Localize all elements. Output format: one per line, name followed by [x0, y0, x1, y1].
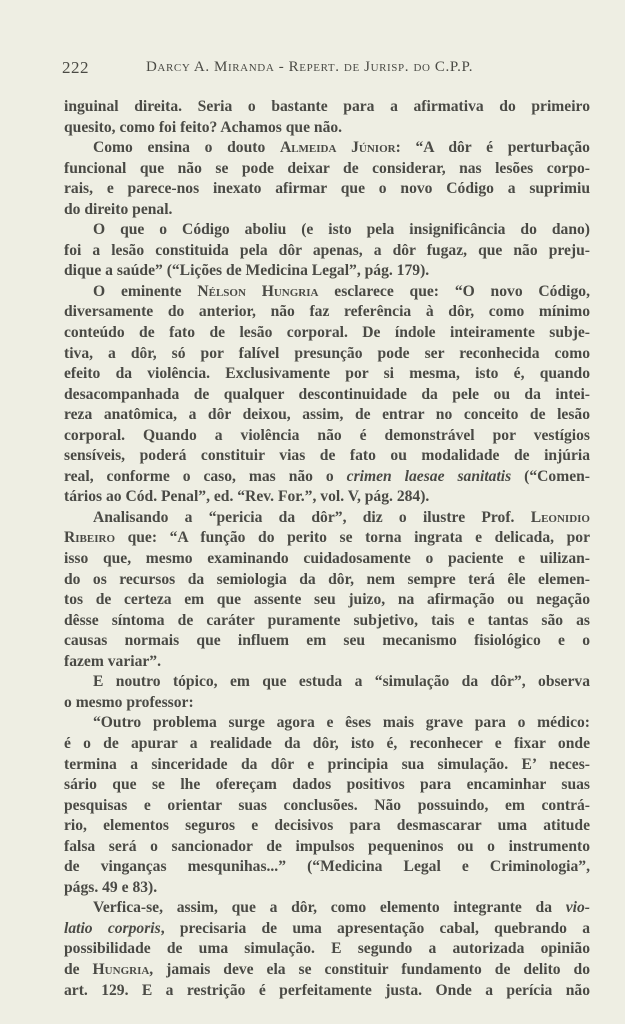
text-line [64, 302, 590, 323]
text-run: rio, elementos seguros e decisivos para desmascarar uma atitude [64, 817, 590, 835]
body-text [64, 97, 590, 1001]
text-run: funcional que não se pode deixar de considerar, nas lesões corpo- [64, 159, 590, 177]
text-run: real, conforme o caso, mas não o [64, 467, 347, 485]
text-line [64, 775, 590, 796]
text-line [64, 713, 590, 734]
text-line [64, 981, 590, 1002]
text-line [64, 570, 590, 591]
text-run: falsa será o sancionador de impulsos pequeninos ou o instrumento [64, 837, 590, 855]
text-run: O eminente [93, 282, 198, 300]
text-run: art. 129. E a restrição é perfeitamente justa. Onde a perícia não [64, 981, 590, 999]
text-run: E noutro tópico, em que estuda a “simulação da dôr”, observa [93, 673, 590, 691]
text-line [64, 159, 590, 180]
text-line [64, 878, 590, 899]
text-run: dique a saúde” (“Lições de Medicina Legal”, pág. 179). [64, 262, 430, 280]
text-run: “Outro problema surge agora e êses mais grave para o médico: [93, 714, 590, 732]
running-title: Darcy A. Miranda - Repert. de Jurisp. do C.P.P. [146, 59, 474, 75]
text-run: foi a lesão constituida pela dôr apenas, a dôr fugaz, que não preju- [64, 241, 590, 259]
text-run: desacompanhada de qualquer descontinuidade da pele ou da intei- [64, 385, 590, 403]
author-name: Leonidio [530, 508, 590, 526]
text-run: corporal. Quando a violência não é demonstrável por vestígios [64, 426, 590, 444]
text-line [64, 939, 590, 960]
text-run: esclarece que: “O novo Código, [318, 282, 590, 300]
latin-term: vio- [565, 899, 590, 917]
text-line [64, 261, 590, 282]
latin-term: latio corporis [64, 919, 161, 937]
text-line [64, 755, 590, 776]
text-line [64, 796, 590, 817]
text-line [64, 364, 590, 385]
author-name: Almeida Júnior [279, 139, 396, 157]
text-line [64, 344, 590, 365]
text-run: inguinal direita. Seria o bastante para a afirmativa do primeiro [64, 98, 590, 115]
text-run: págs. 49 e 83). [64, 878, 158, 896]
text-line [64, 97, 590, 118]
author-name: Nélson Hungria [197, 282, 319, 300]
text-line [64, 528, 590, 549]
text-run: quesito, como foi feito? Achamos que não. [64, 118, 343, 136]
text-run: causas normais que influem em seu mecanismo fisiológico e o [64, 632, 590, 650]
text-line [64, 282, 590, 303]
text-line [64, 467, 590, 488]
text-line [64, 385, 590, 406]
author-name: Hungria [92, 960, 150, 978]
text-run: O que o Código aboliu (e isto pela insignificância do dano) [93, 221, 590, 239]
text-line [64, 734, 590, 755]
text-line [64, 898, 590, 919]
text-line [64, 200, 590, 221]
text-line [64, 118, 590, 139]
text-line [64, 837, 590, 858]
text-line [64, 508, 590, 529]
text-line [64, 426, 590, 447]
text-line [64, 405, 590, 426]
text-run: de vinganças mesqunihas...” (“Medicina Legal e Criminologia”, [64, 858, 590, 876]
text-run: tiva, a dôr, só por falível presunção pode ser reconhecida como [64, 344, 590, 362]
text-run: reza anatômica, a dôr deixou, assim, de entrar no conceito de lesão [64, 406, 590, 424]
text-line [64, 857, 590, 878]
text-run: , precisaria de uma apresentação cabal, quebrando a [160, 919, 591, 937]
text-line [64, 590, 590, 611]
text-run: Como ensina o douto [93, 139, 280, 157]
text-run: dêsse síntoma de caráter puramente subjetivo, tais e tantas são as [64, 611, 590, 629]
text-run: é o de apurar a realidade da dôr, isto é, reconhecer e fixar onde [64, 734, 590, 752]
text-line [64, 652, 590, 673]
text-line [64, 446, 590, 467]
text-line [64, 220, 590, 241]
text-run: , jamais deve ela se constituir fundamento de delito do [149, 960, 590, 978]
text-line [64, 487, 590, 508]
text-line [64, 179, 590, 200]
text-line [64, 919, 590, 940]
text-line [64, 816, 590, 837]
text-line [64, 241, 590, 262]
latin-term: crimen laesae sanitatis [346, 467, 512, 485]
text-run: sário que se lhe ofereçam dados positivos para encaminhar suas [64, 776, 590, 794]
text-line [64, 672, 590, 693]
text-line [64, 611, 590, 632]
text-run: : “A dôr é perturbação [395, 139, 590, 157]
text-run: Analisando a “pericia da dôr”, diz o ilustre Prof. [93, 508, 531, 526]
page-header [62, 58, 582, 82]
text-line [64, 693, 590, 714]
text-line [64, 960, 590, 981]
text-run: que: “A função do perito se torna ingrata e delicada, por [115, 529, 590, 547]
text-line [64, 631, 590, 652]
text-run: isso que, mesmo examinando cuidadosamente o paciente e uilizan- [64, 550, 590, 568]
text-run: rais, e parece-nos inexato afirmar que o novo Código a suprimiu [64, 180, 590, 198]
text-run: do direito penal. [64, 200, 173, 218]
text-run: diversamente do anterior, não faz referência à dôr, como mínimo [64, 303, 590, 321]
text-run: efeito da violência. Exclusivamente por si mesma, isto é, quando [64, 365, 590, 383]
text-run: possibilidade de uma simulação. E segundo a autorizada opinião [64, 940, 590, 958]
text-run: termina a sinceridade da dôr e principia sua simulação. E’ neces- [64, 755, 590, 773]
text-run: tários ao Cód. Penal”, ed. “Rev. For.”, vol. V, pág. 284). [64, 488, 430, 506]
text-run: sensíveis, poderá constituir vias de fato ou modalidade de injúria [64, 447, 590, 465]
text-line [64, 323, 590, 344]
text-run: o mesmo professor: [64, 693, 194, 711]
text-line [64, 549, 590, 570]
author-name: Ribeiro [64, 529, 115, 547]
page-number: 222 [62, 58, 89, 77]
text-run: tos de certeza em que assente seu juizo, na afirmação ou negação [64, 591, 590, 609]
text-run: conteúdo de fato de lesão corporal. De índole inteiramente subje- [64, 324, 590, 342]
text-run: (“Comen- [511, 467, 590, 485]
text-run: do os recursos da semiologia da dôr, nem sempre terá êle elemen- [64, 570, 590, 588]
text-run: fazem variar”. [64, 652, 161, 670]
text-run: de [64, 960, 93, 978]
text-run: pesquisas e orientar suas conclusões. Não possuindo, em contrá- [64, 796, 590, 814]
text-line [64, 138, 590, 159]
text-run: Verfica-se, assim, que a dôr, como elemento integrante da [93, 899, 566, 917]
